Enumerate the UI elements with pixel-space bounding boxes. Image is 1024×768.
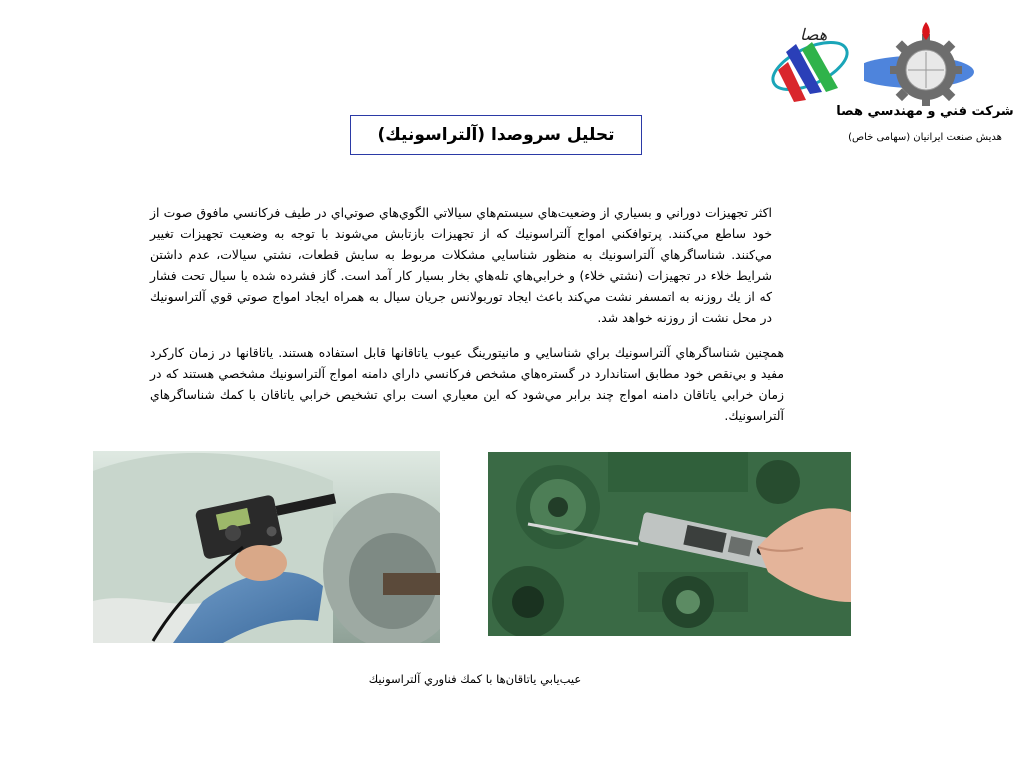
company-subtitle: هدیش صنعت ایرانیان (سهامی خاص)	[848, 132, 1002, 143]
ultrasonic-detector-motor-photo	[93, 451, 440, 643]
company-name: شركت فني و مهندسي هصا	[836, 104, 1014, 119]
hesa-logo-icon	[766, 22, 862, 106]
svg-text:ﻫﺼﺎ: ﻫﺼﺎ	[800, 25, 828, 44]
photo-caption: عيب‌يابي ياتاقان‌ها با كمك فناوري آلتراسونيك	[368, 672, 582, 686]
gear-globe-logo-icon	[864, 14, 988, 114]
paragraph-bearing-monitoring: همچنين شناساگرهاي آلتراسونيك براي شناسايي و مانيتورينگ عيوب ياتاقانها قابل استفاده هستند. ياتاقانها در زمان كاركرد مفيد و بي‌نقص خود مطابق استاندارد در گستره‌هاي مشخص فركانسي داراي دامنه امواج آلتراسونيك مشخصي هستند كه در زمان خرابي ياتاقان دامنه امواج چند برابر مي‌شود كه اين معياري است براي تشخيص خرابي ياتاقان با كمك شناساگرهاي آلتراسونيك.	[150, 345, 784, 423]
page-title: تحليل سروصدا (آلتراسونيك)	[350, 115, 642, 155]
ultrasonic-probe-machine-photo	[488, 452, 851, 636]
paragraph-ultrasonic-intro: اكثر تجهيزات دوراني و بسياري از وضعيت‌هاي سيستم‌هاي سيالاتي الگوي‌هاي صوتي‌اي در طيف فركانسي مافوق صوت از خود ساطع مي‌كنند. پرتوافكني امواج آلتراسونيك كه از تجهيزات بازتابش مي‌شوند با توجه به وضعيت تجهيزات تغيير مي‌كنند. شناساگرهاي آلتراسونيك به منظور شناسايي مشكلات مربوط به سايش قطعات، نشتي سيالات، عدم داشتن شرايط خلاء در تجهيزات (نشتي خلاء) و خرابي‌هاي تله‌هاي بخار بسيار كار آمد است. گاز فشرده شده يا سيال تحت فشار كه از يك روزنه به اتمسفر نشت مي‌كند باعث ايجاد توربولانس جريان سيال به همراه ايجاد امواج صوتي قوي آلتراسونيك در محل نشت از روزنه خواهد شد.	[150, 205, 772, 325]
